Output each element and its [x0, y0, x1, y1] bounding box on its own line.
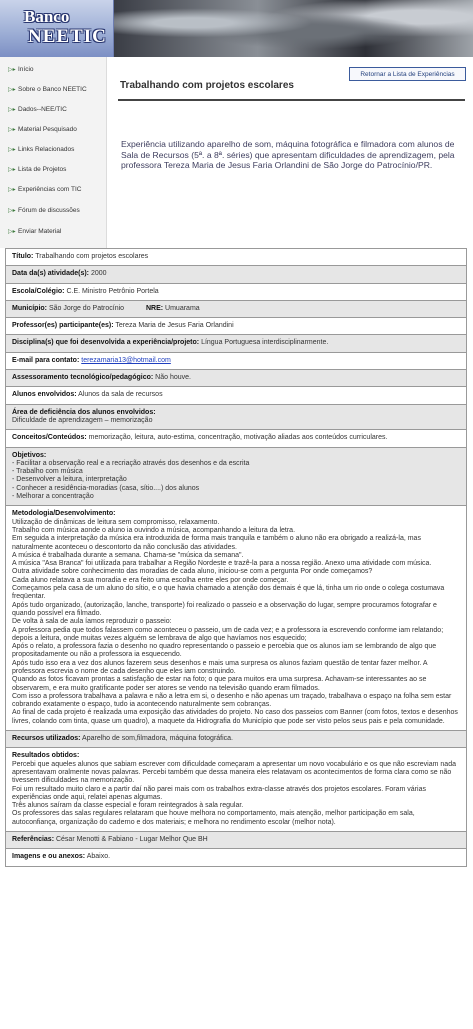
sidebar: [0, 57, 107, 248]
field-value: Alunos da sala de recursos: [78, 391, 163, 399]
sidebar-item-label: Lista de Projetos: [18, 165, 67, 173]
paragraph: Com isso a professora trabalhava a palavra e não a letra em si, o desenho e não apenas um traçado, trabalhava o espaço na folha sem estar cobrando exatamente o espaço, tudo ia acontecendo naturalmente sem cobranças.: [12, 692, 452, 709]
field-value: Tereza Maria de Jesus Faria Orlandini: [115, 322, 234, 330]
sidebar-item-label: Início: [18, 65, 34, 73]
field-value: Não houve.: [155, 374, 191, 382]
paragraph: Após tudo organizado, (autorização, lanche, transporte) foi realizado o passeio e a observação do lugar, sempre procuramos fotografar e quando possível era filmado.: [12, 601, 437, 617]
sidebar-item-projetos[interactable]: [8, 163, 66, 175]
field-label: Título:: [12, 253, 34, 260]
field-label: E-mail para contato:: [12, 356, 80, 364]
logo-line1: Banco: [24, 7, 70, 26]
row-objetivos: [6, 447, 466, 506]
field-value: Língua Portuguesa interdisciplinarmente.: [201, 339, 329, 347]
arrow-icon: ▷▸: [8, 207, 16, 214]
list-item: - Facilitar a observação real e a recriação através dos desenhos e da escrita: [12, 459, 250, 467]
sidebar-item-label: Links Relacionados: [18, 145, 75, 153]
logo-line2: NEETIC: [28, 26, 107, 47]
field-value: Abaixo.: [86, 853, 111, 861]
sidebar-item-label: Fórum de discussões: [18, 206, 80, 214]
row-referencias: [6, 831, 466, 848]
row-area: [6, 404, 466, 430]
field-value: memorização, leitura, auto-estima, concentração, motivação aliadas aos conteúdos curriculares.: [88, 434, 388, 442]
paragraph: Após tudo isso era a vez dos alunos fazerem seus desenhos e mais uma surpresa os alunos faziam questão de tentar fazer melhor. A professora escrevia o nome de cada desenho que eles iam construindo.: [12, 659, 428, 675]
field-label: Objetivos:: [12, 451, 47, 459]
arrow-icon: ▷▸: [8, 228, 16, 235]
field-label: Município:: [12, 304, 47, 312]
field-value: César Menotti & Fabiano - Lugar Melhor Que BH: [55, 836, 208, 844]
details-table: [5, 248, 467, 867]
field-value: Dificuldade de aprendizagem – memorização: [12, 416, 153, 424]
sidebar-item-label: Material Pesquisado: [18, 125, 77, 133]
sidebar-item-inicio[interactable]: [8, 63, 34, 75]
list-item: - Melhorar a concentração: [12, 493, 94, 501]
field-label: Assessoramento tecnológico/pedagógico:: [12, 374, 154, 382]
sidebar-item-label: Sobre o Banco NEETIC: [18, 85, 87, 93]
row-imagens: [6, 848, 466, 865]
field-value: 2000: [90, 270, 107, 278]
row-data: [6, 265, 466, 282]
paragraph: Trabalho com música aonde o aluno ia ouvindo a música, acompanhando a leitura da letra.: [12, 526, 296, 534]
site-logo[interactable]: [0, 0, 114, 57]
field-value: São Jorge do Patrocínio: [48, 304, 125, 312]
row-alunos: [6, 386, 466, 403]
paragraph: Em seguida a interpretação da música era introduzida de forma mais tranquila e também o aluno não era obrigado a realizá-la, mas naturalmente aconteceu o descontorto da não conclusão das atividades.: [12, 535, 421, 551]
paragraph: A música é trabalhada durante a semana. Chama-se "música da semana".: [12, 551, 244, 559]
row-assessoramento: [6, 369, 466, 386]
sidebar-item-forum[interactable]: [8, 204, 80, 216]
paragraph: Quando as fotos ficavam prontas a satisfação de estar na foto; o que para muitos era uma surpresa. Achavam-se interessantes ao se observarem, e era muito gratificante poder ser atores se vendo na televisão quando eram filmados.: [12, 676, 427, 692]
row-conceitos: [6, 429, 466, 446]
field-label: Área de deficiência dos alunos envolvidos:: [12, 408, 156, 416]
sidebar-item-material[interactable]: [8, 123, 77, 135]
row-professor: [6, 317, 466, 334]
field-label: Alunos envolvidos:: [12, 391, 77, 399]
sidebar-item-label: Experiências com TIC: [18, 185, 82, 193]
list-item: - Desenvolver a leitura, interpretação: [12, 476, 127, 484]
site-header: [0, 0, 473, 57]
field-value: C.E. Ministro Petrônio Portela: [66, 287, 159, 295]
paragraph: Outra atividade sobre conhecimento das moradias de cada aluno, iniciou-se com a pergunta Por onde começamos?: [12, 568, 373, 576]
arrow-icon: ▷▸: [8, 186, 16, 193]
sidebar-item-label: Dados--NEE/TIC: [18, 105, 67, 113]
field-label: Escola/Colégio:: [12, 287, 65, 295]
sidebar-item-experiencias[interactable]: [8, 183, 81, 195]
paragraph: Foi um resultado muito claro e a partir daí não parei mais com os trabalhos extra-classe através dos projetos escolares. Foram várias experiências onde aqui, relatei apenas algumas.: [12, 785, 426, 801]
field-label: Conceitos/Conteúdos:: [12, 434, 87, 442]
field-value: Trabalhando com projetos escolares: [35, 253, 149, 260]
paragraph: De volta à sala de aula íamos reproduzir o passeio:: [12, 618, 172, 626]
intro-text: Experiência utilizando aparelho de som, máquina fotográfica e filmadora com alunos de Sala de Recursos (5ª. a 8ª. séries) que apresentam dificuldades de aprendizagem, pela professora Tereza Maria de Jesus Faria Orlandini de São Jorge do Patrocínio/PR.: [121, 139, 455, 171]
field-value: Aparelho de som,filmadora, máquina fotográfica.: [82, 735, 234, 743]
sidebar-item-enviar[interactable]: [8, 225, 61, 237]
row-titulo: [6, 249, 466, 265]
field-label: Referências:: [12, 836, 55, 844]
row-email: [6, 352, 466, 369]
sidebar-item-dados[interactable]: [8, 103, 67, 115]
arrow-icon: ▷▸: [8, 66, 16, 73]
paragraph: Utilização de dinâmicas de leitura sem compromisso, relaxamento.: [12, 518, 220, 526]
field-label: Imagens e ou anexos:: [12, 853, 86, 861]
row-disciplina: [6, 334, 466, 351]
page-title: Trabalhando com projetos escolares: [120, 80, 294, 91]
paragraph: Três alunos saíram da classe especial e foram reintegrados à sala regular.: [12, 802, 244, 810]
field-value: Umuarama: [165, 304, 200, 312]
back-to-list-button[interactable]: Retornar a Lista de Experiências: [349, 67, 466, 81]
row-metodologia: [6, 505, 466, 730]
sidebar-item-links[interactable]: [8, 143, 74, 155]
field-label: Disciplina(s) que foi desenvolvida a experiência/projeto:: [12, 339, 200, 347]
paragraph: Percebi que aqueles alunos que sabiam escrever com dificuldade começaram a apresentar um novo vocabulário e os que não escreviam nada apresentavam oralmente novas palavras. Percebi também que dessa maneira eles relatavam os acontecimentos de forma clara como se não tivessem dificuldades na memorização.: [12, 760, 456, 785]
header-photo: [114, 0, 473, 57]
field-label: Data da(s) atividade(s):: [12, 270, 90, 278]
arrow-icon: ▷▸: [8, 126, 16, 133]
field-label: Metodologia/Desenvolvimento:: [12, 510, 116, 518]
field-label: Recursos utilizados:: [12, 735, 81, 743]
title-divider: [118, 99, 465, 101]
field-label: Resultados obtidos:: [12, 752, 80, 760]
list-item: - Trabalho com música: [12, 468, 83, 476]
paragraph: Após o relato, a professora fazia o desenho no quadro representando o passeio e percebia que os alunos iam se lembrando de algo que propositadamente ou não a professora ia esquecendo.: [12, 643, 437, 659]
arrow-icon: ▷▸: [8, 106, 16, 113]
paragraph: A música "Asa Branca" foi utilizada para trabalhar a Região Nordeste e trazê-la para a nossa região. Anexo uma atividade com música.: [12, 560, 432, 568]
paragraph: Ao final de cada projeto é realizada uma exposição das atividades do projeto. No caso dos passeios com Banner (com fotos, textos e desenhos livres, colando com tinta, quase um quadro), a maquete da Hidrografia do Município que pode ser visto pelos seus pais e pela comunidade.: [12, 709, 458, 725]
arrow-icon: ▷▸: [8, 166, 16, 173]
paragraph: A professora pedia que todos falassem como aconteceu o passeio, um de cada vez; e a professora ia escrevendo conforme iam relatando; depois a leitura, onde muitas vezes alguém se lembrava de algo que havíamos nos esquecido;: [12, 626, 444, 642]
sidebar-item-label: Enviar Material: [18, 227, 62, 235]
field-label: Professor(es) participante(es):: [12, 322, 114, 330]
paragraph: Cada aluno relatava a sua moradia e era feito uma escolha entre eles por onde começar.: [12, 576, 289, 584]
list-item: - Conhecer a residência-moradias (casa, sítio....) dos alunos: [12, 484, 200, 492]
row-resultados: [6, 747, 466, 831]
arrow-icon: ▷▸: [8, 146, 16, 153]
paragraph: Os professores das salas regulares relataram que houve melhora no comportamento, mais atenção, melhor participação em sala, autoconfiança, organização do caderno e dos materiais; e melhora no rendimento escolar (melhor nota).: [12, 810, 415, 826]
arrow-icon: ▷▸: [8, 86, 16, 93]
sidebar-item-sobre[interactable]: [8, 83, 87, 95]
row-recursos: [6, 730, 466, 747]
row-escola: [6, 283, 466, 300]
field-label: NRE:: [145, 304, 164, 312]
row-municipio: [6, 300, 466, 317]
email-link[interactable]: terezamaria13@hotmail.com: [81, 356, 171, 364]
paragraph: Começamos pela casa de um aluno do sítio, e o que havia chamado a atenção dos demais é que lá, tinha um rio onde o colega costumava freqüentar.: [12, 585, 445, 601]
